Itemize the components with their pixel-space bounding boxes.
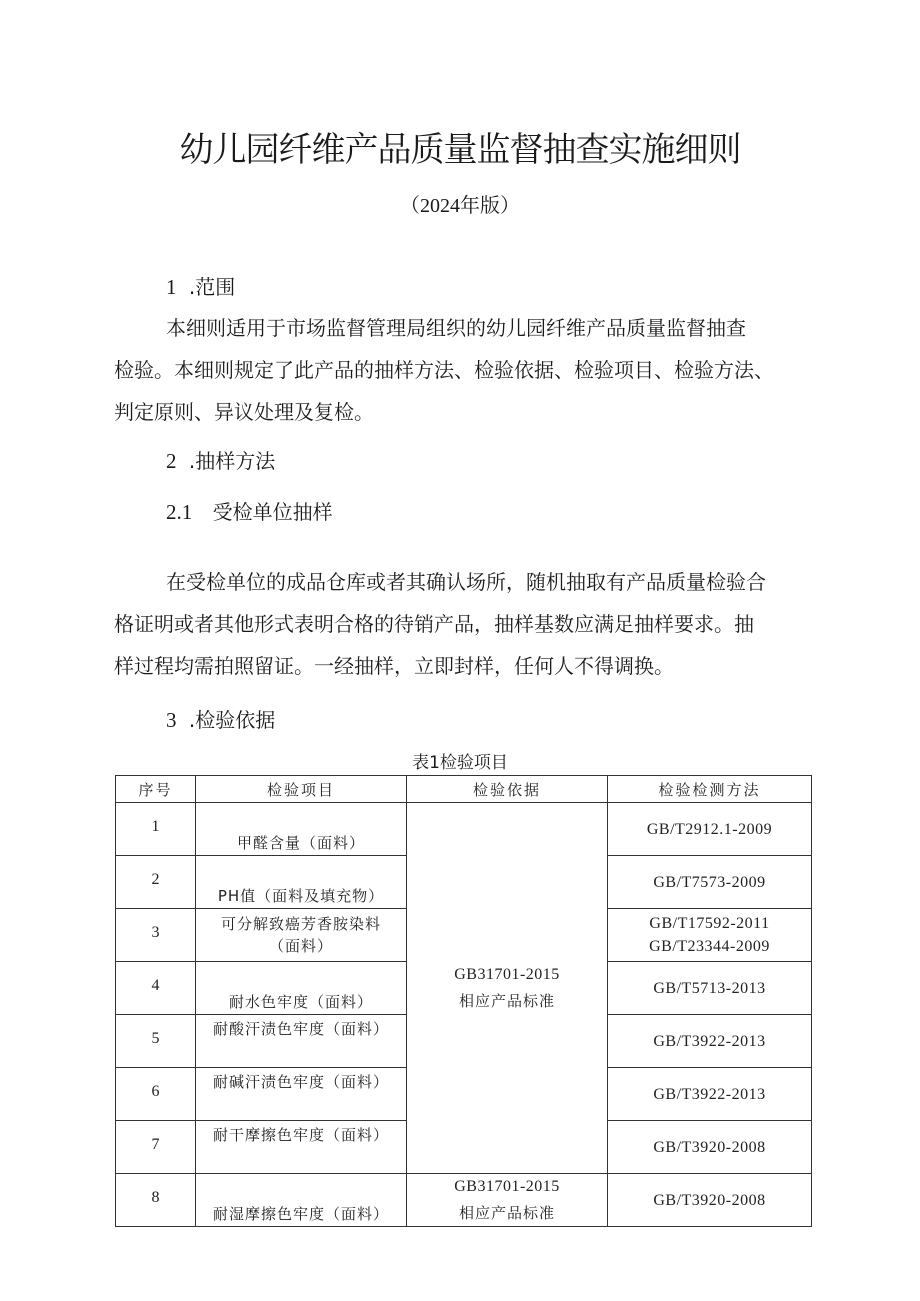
row-method (608, 909, 812, 962)
section-2-title: .抽样方法 (188, 449, 276, 473)
method-standard: GB/T3920-2008 (653, 1191, 766, 1209)
inspection-items-table (115, 775, 812, 1227)
row-item-line: （面料） (268, 937, 333, 955)
row-number: 6 (116, 1068, 196, 1121)
row-item: 耐碱汗渍色牢度（面料） (196, 1068, 407, 1121)
table-header-row (116, 776, 812, 803)
section-2-1-title: 受检单位抽样 (212, 500, 333, 524)
row-number: 2 (116, 856, 196, 909)
row-method (608, 1015, 812, 1068)
table-row (116, 1174, 812, 1227)
section-1-title: .范围 (188, 275, 236, 299)
basis-note: 相应产品标准 (458, 992, 555, 1010)
header-test-method: 检验检测方法 (608, 776, 812, 803)
method-standard: GB/T3922-2013 (653, 1032, 766, 1050)
method-standard: GB/T2912.1-2009 (646, 820, 773, 838)
basis-standard: GB31701-2015 (454, 1178, 560, 1195)
row-item: 耐酸汗渍色牢度（面料） (196, 1015, 407, 1068)
row-item-line: 可分解致癌芳香胺染料 (220, 915, 381, 933)
row-number: 4 (116, 962, 196, 1015)
section-3-title: .检验依据 (188, 708, 276, 732)
section-2-1-heading (166, 496, 333, 525)
section-2-heading (166, 445, 275, 474)
header-inspection-item: 检验项目 (196, 776, 407, 803)
document-edition: （2024年版） (400, 195, 520, 217)
table-caption: 表1检验项目 (412, 753, 508, 773)
section-2-number: 2 (166, 449, 177, 473)
document-title: 幼儿园纤维产品质量监督抽查实施细则 (179, 130, 741, 170)
section-3-number: 3 (166, 708, 177, 732)
paragraph-line: 本细则适用于市场监督管理局组织的幼儿园纤维产品质量监督抽查 (166, 316, 746, 340)
paragraph-line: 格证明或者其他形式表明合格的待销产品，抽样基数应满足抽样要求。抽 (114, 612, 754, 636)
header-inspection-basis: 检验依据 (407, 776, 608, 803)
method-standard: GB/T3922-2013 (653, 1085, 766, 1103)
method-standard: GB/T23344-2009 (649, 938, 770, 955)
merged-basis-cell (407, 803, 608, 1174)
section-2-1-number: 2.1 (166, 500, 193, 524)
row-method (608, 1121, 812, 1174)
row-item: 耐干摩擦色牢度（面料） (196, 1121, 407, 1174)
row-item: 耐湿摩擦色牢度（面料） (196, 1174, 407, 1227)
method-standard: GB/T7573-2009 (653, 873, 766, 891)
paragraph-line: 在受检单位的成品仓库或者其确认场所，随机抽取有产品质量检验合 (166, 570, 766, 594)
section-1-heading (166, 271, 235, 300)
section-3-heading (166, 704, 275, 733)
paragraph-line: 检验。本细则规定了此产品的抽样方法、检验依据、检验项目、检验方法、 (114, 358, 774, 382)
method-standard: GB/T5713-2013 (653, 979, 766, 997)
row-item: PH值（面料及填充物） (196, 856, 407, 909)
paragraph-line: 样过程均需拍照留证。一经抽样，立即封样，任何人不得调换。 (114, 654, 674, 678)
row-method (608, 1068, 812, 1121)
row-item: 耐水色牢度（面料） (196, 962, 407, 1015)
section-1-number: 1 (166, 275, 177, 299)
paragraph-line: 判定原则、异议处理及复检。 (114, 400, 374, 424)
row-number: 7 (116, 1121, 196, 1174)
row-method (608, 962, 812, 1015)
method-standard: GB/T3920-2008 (653, 1138, 766, 1156)
row-number: 3 (116, 909, 196, 962)
basis-standard: GB31701-2015 (454, 966, 560, 983)
row-item: 甲醛含量（面料） (196, 803, 407, 856)
table-row (116, 803, 812, 856)
row-basis (407, 1174, 608, 1227)
section-1-paragraph (114, 307, 774, 433)
row-method (608, 1174, 812, 1227)
section-2-1-paragraph (114, 561, 766, 687)
row-number: 5 (116, 1015, 196, 1068)
method-standard: GB/T17592-2011 (649, 915, 770, 932)
basis-note: 相应产品标准 (458, 1204, 555, 1222)
row-number: 1 (116, 803, 196, 856)
row-item (196, 909, 407, 962)
row-method (608, 856, 812, 909)
row-number: 8 (116, 1174, 196, 1227)
row-method (608, 803, 812, 856)
header-serial-number: 序号 (116, 776, 196, 803)
